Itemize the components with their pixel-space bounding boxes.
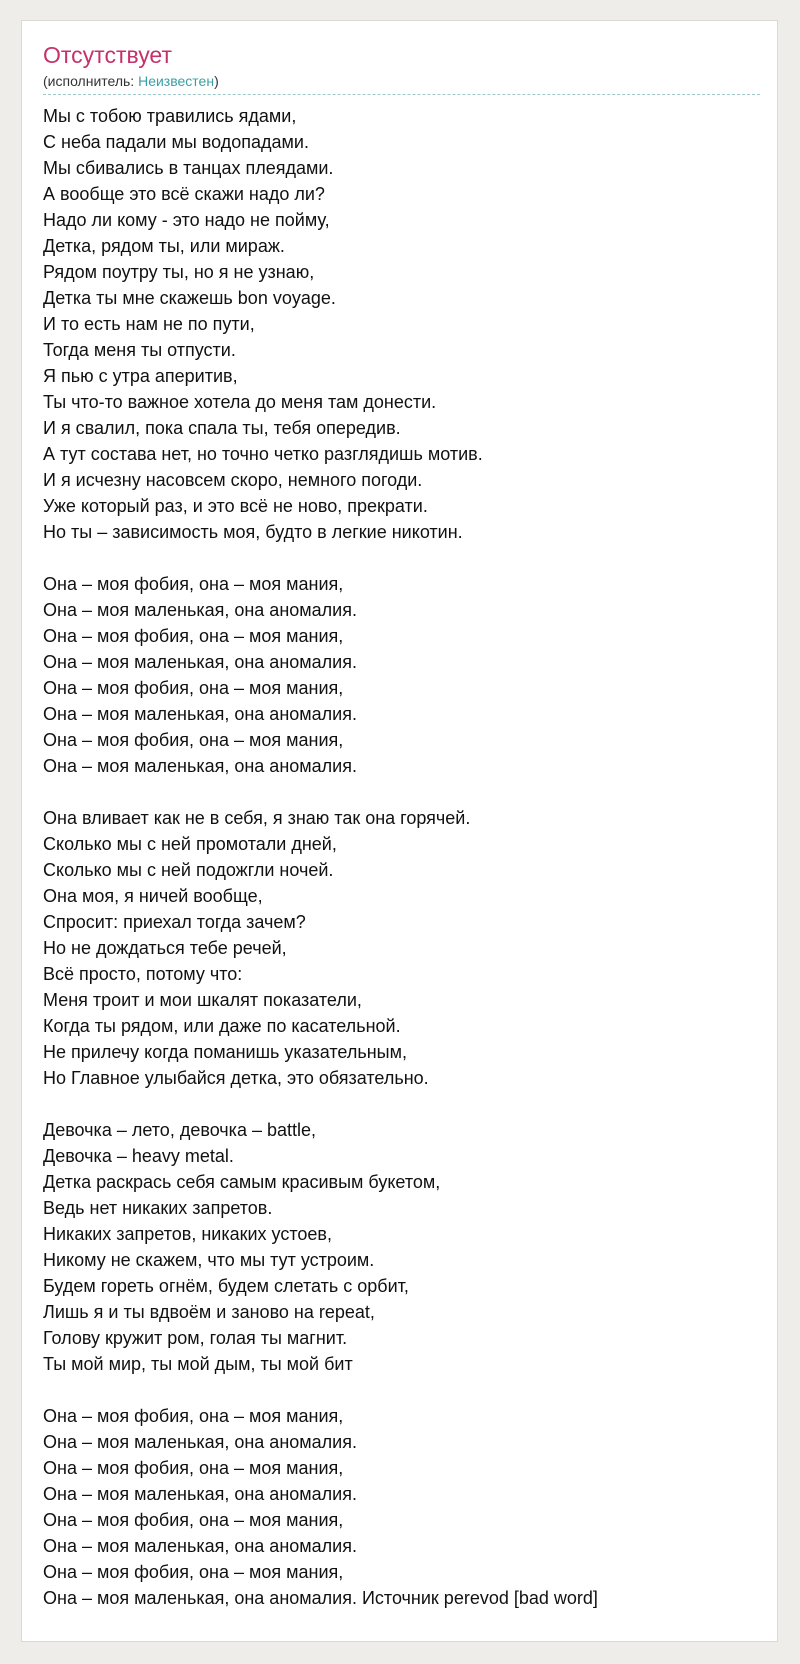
- lyric-line: С неба падали мы водопадами.: [43, 132, 309, 152]
- lyric-line: Детка, рядом ты, или мираж.: [43, 236, 285, 256]
- lyric-line: Я пью с утра аперитив,: [43, 366, 238, 386]
- performer-line: [43, 72, 760, 95]
- lyric-line: А вообще это всё скажи надо ли?: [43, 184, 325, 204]
- lyric-line: Она – моя маленькая, она аномалия.: [43, 756, 357, 776]
- lyric-line: Она – моя фобия, она – моя мания,: [43, 1406, 344, 1426]
- lyric-line: Тогда меня ты отпусти.: [43, 340, 236, 360]
- lyric-line: Но не дождаться тебе речей,: [43, 938, 287, 958]
- performer-prefix: (исполнитель:: [43, 73, 139, 89]
- lyric-line: Она – моя фобия, она – моя мания,: [43, 678, 344, 698]
- lyric-line: Она – моя маленькая, она аномалия.: [43, 600, 357, 620]
- lyric-line: Ты что-то важное хотела до меня там донести.: [43, 392, 437, 412]
- lyric-line: Будем гореть огнём, будем слетать с орбит,: [43, 1276, 409, 1296]
- lyric-line: Сколько мы с ней промотали дней,: [43, 834, 337, 854]
- lyric-line: Она вливает как не в себя, я знаю так она горячей.: [43, 808, 471, 828]
- lyric-line: Ведь нет никаких запретов.: [43, 1198, 273, 1218]
- stanza-gap: [43, 779, 760, 805]
- lyric-line: Рядом поутру ты, но я не узнаю,: [43, 262, 315, 282]
- lyric-line: Мы сбивались в танцах плеядами.: [43, 158, 334, 178]
- lyric-line: Никому не скажем, что мы тут устроим.: [43, 1250, 375, 1270]
- lyric-line: Она – моя фобия, она – моя мания,: [43, 1510, 344, 1530]
- lyric-line: Девочка – heavy metal.: [43, 1146, 234, 1166]
- lyric-line: Девочка – лето, девочка – battle,: [43, 1120, 317, 1140]
- lyric-line: Она – моя фобия, она – моя мания,: [43, 1562, 344, 1582]
- lyric-line: Сколько мы с ней подожгли ночей.: [43, 860, 334, 880]
- lyric-line: И то есть нам не по пути,: [43, 314, 255, 334]
- lyric-line: И я свалил, пока спала ты, тебя опередив.: [43, 418, 401, 438]
- lyric-line: Мы с тобою травились ядами,: [43, 106, 297, 126]
- lyric-line: Ты мой мир, ты мой дым, ты мой бит: [43, 1354, 353, 1374]
- lyric-line: Когда ты рядом, или даже по касательной.: [43, 1016, 401, 1036]
- lyric-line: Но ты – зависимость моя, будто в легкие никотин.: [43, 522, 463, 542]
- lyric-line: Она – моя фобия, она – моя мания,: [43, 730, 344, 750]
- lyrics-content: [43, 41, 760, 1611]
- lyric-line: Она – моя маленькая, она аномалия. Источник perevod [bad word]: [43, 1588, 598, 1608]
- lyric-line: Детка раскрась себя самым красивым букетом,: [43, 1172, 441, 1192]
- lyric-line: Она – моя фобия, она – моя мания,: [43, 626, 344, 646]
- lyric-line: Не прилечу когда поманишь указательным,: [43, 1042, 407, 1062]
- stanza-gap: [43, 1377, 760, 1403]
- lyric-line: Она – моя фобия, она – моя мания,: [43, 1458, 344, 1478]
- lyric-line: Она – моя маленькая, она аномалия.: [43, 1484, 357, 1504]
- stanza-gap: [43, 545, 760, 571]
- song-title: Отсутствует: [43, 42, 172, 68]
- stanza-gap: [43, 1091, 760, 1117]
- lyric-line: Она – моя маленькая, она аномалия.: [43, 652, 357, 672]
- lyric-line: Уже который раз, и это всё не ново, прекрати.: [43, 496, 428, 516]
- lyric-line: Надо ли кому - это надо не пойму,: [43, 210, 330, 230]
- lyric-line: Она – моя маленькая, она аномалия.: [43, 1536, 357, 1556]
- lyric-line: Она – моя маленькая, она аномалия.: [43, 704, 357, 724]
- lyric-line: И я исчезну насовсем скоро, немного погоди.: [43, 470, 423, 490]
- lyric-line: Спросит: приехал тогда зачем?: [43, 912, 306, 932]
- lyric-line: Лишь я и ты вдвоём и заново на repeat,: [43, 1302, 375, 1322]
- lyrics-card: [21, 20, 778, 1642]
- lyric-line: Всё просто, потому что:: [43, 964, 243, 984]
- lyric-line: Но Главное улыбайся детка, это обязательно.: [43, 1068, 429, 1088]
- lyric-line: Никаких запретов, никаких устоев,: [43, 1224, 332, 1244]
- lyric-line: Голову кружит ром, голая ты магнит.: [43, 1328, 348, 1348]
- lyric-line: Она моя, я ничей вообще,: [43, 886, 263, 906]
- performer-link[interactable]: Неизвестен: [138, 73, 215, 89]
- lyric-line: А тут состава нет, но точно четко разглядишь мотив.: [43, 444, 483, 464]
- lyric-line: Она – моя фобия, она – моя мания,: [43, 574, 344, 594]
- lyric-line: Детка ты мне скажешь bon voyage.: [43, 288, 336, 308]
- lyric-line: Меня троит и мои шкалят показатели,: [43, 990, 362, 1010]
- lyrics-body: [43, 103, 760, 1611]
- lyric-line: Она – моя маленькая, она аномалия.: [43, 1432, 357, 1452]
- performer-suffix: ): [214, 73, 219, 89]
